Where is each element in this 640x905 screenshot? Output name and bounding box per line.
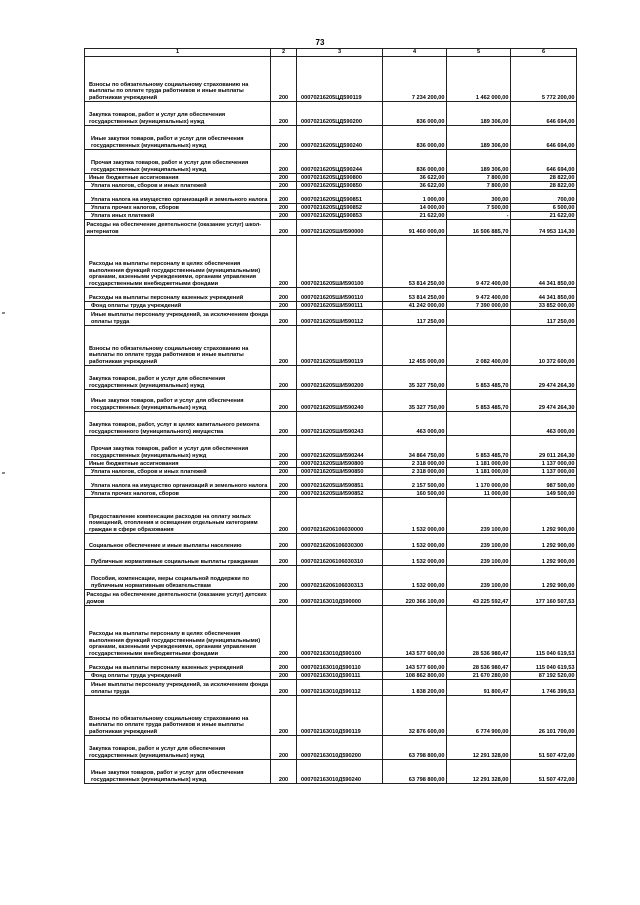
row-executed-amount-cell: 28 536 980,47	[447, 606, 511, 658]
row-classification-cell: 00070216205ШИ590111	[297, 302, 383, 310]
row-name-cell: Социальное обеспечение и иные выплаты населению	[85, 534, 271, 550]
row-classification-cell: 00070216205ШИ590800	[297, 460, 383, 468]
row-code-cell: 200	[271, 460, 297, 468]
row-name-cell: Иные закупки товаров, работ и услуг для обеспечения государственных (муниципальных) нужд	[85, 126, 271, 150]
row-remaining-amount-cell: 10 372 600,00	[511, 326, 577, 366]
row-approved-amount-cell: 35 327 750,00	[383, 366, 447, 390]
margin-mark	[2, 312, 5, 314]
row-approved-amount-cell: 63 798 800,00	[383, 760, 447, 784]
row-name-cell: Прочая закупка товаров, работ и услуг для обеспечения государственных (муниципальных) нужд	[85, 436, 271, 460]
row-name-cell: Закупка товаров, работ и услуг для обеспечения государственных (муниципальных) нужд	[85, 736, 271, 760]
row-remaining-amount-cell: 44 341 850,00	[511, 288, 577, 302]
row-classification-cell: 00070216205ШИ590244	[297, 436, 383, 460]
row-classification-cell: 00070216205ШИ590851	[297, 476, 383, 490]
row-approved-amount-cell: 12 455 000,00	[383, 326, 447, 366]
row-remaining-amount-cell: 177 160 507,53	[511, 590, 577, 606]
table-row	[85, 534, 577, 550]
table-row	[85, 150, 577, 174]
row-approved-amount-cell: 160 500,00	[383, 490, 447, 498]
row-code-cell: 200	[271, 696, 297, 736]
row-code-cell: 200	[271, 590, 297, 606]
row-classification-cell: 00070216206106030310	[297, 550, 383, 566]
row-approved-amount-cell: 143 577 600,00	[383, 606, 447, 658]
row-code-cell: 200	[271, 236, 297, 288]
row-approved-amount-cell: 2 157 500,00	[383, 476, 447, 490]
row-code-cell: 200	[271, 680, 297, 696]
header-cell: 2	[271, 49, 297, 57]
row-executed-amount-cell: 43 225 592,47	[447, 590, 511, 606]
row-remaining-amount-cell: 26 101 700,00	[511, 696, 577, 736]
row-remaining-amount-cell: 5 772 200,00	[511, 57, 577, 102]
row-code-cell: 200	[271, 150, 297, 174]
row-remaining-amount-cell: 33 852 000,00	[511, 302, 577, 310]
row-approved-amount-cell: 36 622,00	[383, 174, 447, 182]
row-code-cell: 200	[271, 182, 297, 190]
row-executed-amount-cell: 189 306,00	[447, 150, 511, 174]
row-executed-amount-cell: 189 306,00	[447, 102, 511, 126]
row-classification-cell: 00070216205ШИ590112	[297, 310, 383, 326]
row-executed-amount-cell: 239 100,00	[447, 498, 511, 534]
row-classification-cell: 00070216205ЦД590850	[297, 182, 383, 190]
row-remaining-amount-cell: 646 694,00	[511, 150, 577, 174]
row-classification-cell: 00070216205ЦД590851	[297, 190, 383, 204]
row-code-cell: 200	[271, 672, 297, 680]
row-classification-cell: 00070216205ЦД590240	[297, 126, 383, 150]
row-executed-amount-cell: 1 181 000,00	[447, 468, 511, 476]
row-executed-amount-cell: 12 291 328,00	[447, 736, 511, 760]
row-name-cell: Уплата иных платежей	[85, 212, 271, 220]
row-approved-amount-cell: 53 814 250,00	[383, 288, 447, 302]
table-row	[85, 310, 577, 326]
row-approved-amount-cell: 7 234 200,00	[383, 57, 447, 102]
row-approved-amount-cell: 63 798 800,00	[383, 736, 447, 760]
row-classification-cell: 00070216205ЦД590244	[297, 150, 383, 174]
row-approved-amount-cell: 2 318 000,00	[383, 460, 447, 468]
header-cell: 4	[383, 49, 447, 57]
row-code-cell: 200	[271, 468, 297, 476]
row-executed-amount-cell: -	[447, 212, 511, 220]
row-approved-amount-cell: 41 242 000,00	[383, 302, 447, 310]
row-classification-cell: 000702163010Д590110	[297, 658, 383, 672]
row-code-cell: 200	[271, 126, 297, 150]
row-executed-amount-cell: 7 500,00	[447, 204, 511, 212]
table-row	[85, 412, 577, 436]
row-remaining-amount-cell: 646 694,00	[511, 102, 577, 126]
row-remaining-amount-cell: 1 292 900,00	[511, 550, 577, 566]
row-approved-amount-cell: 108 862 800,00	[383, 672, 447, 680]
table-row	[85, 736, 577, 760]
row-classification-cell: 000702163010Д590119	[297, 696, 383, 736]
table-row	[85, 174, 577, 182]
table-row	[85, 220, 577, 236]
row-name-cell: Иные закупки товаров, работ и услуг для обеспечения государственных (муниципальных) нужд	[85, 760, 271, 784]
table-row	[85, 212, 577, 220]
row-remaining-amount-cell: 28 822,00	[511, 174, 577, 182]
row-approved-amount-cell: 14 000,00	[383, 204, 447, 212]
row-code-cell: 200	[271, 310, 297, 326]
row-approved-amount-cell: 21 622,00	[383, 212, 447, 220]
row-name-cell: Иные выплаты персоналу учреждений, за исключением фонда оплаты труда	[85, 310, 271, 326]
row-remaining-amount-cell: 1 292 900,00	[511, 566, 577, 590]
row-classification-cell: 00070216205ЦД590200	[297, 102, 383, 126]
row-executed-amount-cell: 7 800,00	[447, 174, 511, 182]
row-name-cell: Уплата налогов, сборов и иных платежей	[85, 182, 271, 190]
row-remaining-amount-cell: 28 822,00	[511, 182, 577, 190]
row-classification-cell: 00070216205ШИ590852	[297, 490, 383, 498]
row-approved-amount-cell: 117 250,00	[383, 310, 447, 326]
row-remaining-amount-cell: 463 000,00	[511, 412, 577, 436]
row-code-cell: 200	[271, 490, 297, 498]
row-remaining-amount-cell: 6 500,00	[511, 204, 577, 212]
row-remaining-amount-cell: 29 474 264,30	[511, 390, 577, 412]
row-classification-cell: 00070216206106030300	[297, 534, 383, 550]
row-name-cell: Расходы на обеспечение деятельности (оказание услуг) школ-интернатов	[85, 220, 271, 236]
row-executed-amount-cell: 11 000,00	[447, 490, 511, 498]
table-row	[85, 590, 577, 606]
row-name-cell: Публичные нормативные социальные выплаты гражданам	[85, 550, 271, 566]
row-executed-amount-cell	[447, 310, 511, 326]
row-approved-amount-cell: 53 814 250,00	[383, 236, 447, 288]
row-remaining-amount-cell: 700,00	[511, 190, 577, 204]
row-code-cell: 200	[271, 736, 297, 760]
row-name-cell: Расходы на выплаты персоналу казенных учреждений	[85, 288, 271, 302]
row-remaining-amount-cell: 1 292 900,00	[511, 498, 577, 534]
row-executed-amount-cell: 1 181 000,00	[447, 460, 511, 468]
row-classification-cell: 000702163010Д590111	[297, 672, 383, 680]
table-body	[85, 57, 577, 784]
row-executed-amount-cell: 28 536 980,47	[447, 658, 511, 672]
row-classification-cell: 00070216205ШИ590100	[297, 236, 383, 288]
row-classification-cell: 000702163010Д590000	[297, 590, 383, 606]
table-row	[85, 390, 577, 412]
row-executed-amount-cell: 1 170 000,00	[447, 476, 511, 490]
row-approved-amount-cell: 836 000,00	[383, 126, 447, 150]
row-name-cell: Взносы по обязательному социальному страхованию на выплаты по оплате труда работников и иные выплаты работникам учреждений	[85, 326, 271, 366]
header-row	[85, 49, 577, 57]
row-name-cell: Закупка товаров, работ и услуг для обеспечения государственных (муниципальных) нужд	[85, 102, 271, 126]
row-remaining-amount-cell: 1 292 900,00	[511, 534, 577, 550]
row-name-cell: Взносы по обязательному социальному страхованию на выплаты по оплате труда работников и иные выплаты работникам учреждений	[85, 57, 271, 102]
row-code-cell: 200	[271, 174, 297, 182]
table-row	[85, 760, 577, 784]
row-remaining-amount-cell: 115 040 619,53	[511, 658, 577, 672]
table-row	[85, 366, 577, 390]
row-classification-cell: 00070216205ЦД590119	[297, 57, 383, 102]
table-row	[85, 460, 577, 468]
row-executed-amount-cell: 91 800,47	[447, 680, 511, 696]
row-remaining-amount-cell: 29 474 264,30	[511, 366, 577, 390]
row-name-cell: Иные выплаты персоналу учреждений, за исключением фонда оплаты труда	[85, 680, 271, 696]
row-classification-cell: 00070216205ЦД590852	[297, 204, 383, 212]
budget-table	[84, 48, 577, 784]
row-remaining-amount-cell: 987 500,00	[511, 476, 577, 490]
row-remaining-amount-cell: 1 137 000,00	[511, 460, 577, 468]
row-classification-cell: 00070216205ШИ590240	[297, 390, 383, 412]
row-remaining-amount-cell: 1 137 000,00	[511, 468, 577, 476]
row-classification-cell: 00070216205ШИ590850	[297, 468, 383, 476]
row-code-cell: 200	[271, 366, 297, 390]
table-row	[85, 566, 577, 590]
row-remaining-amount-cell: 51 507 472,00	[511, 736, 577, 760]
row-name-cell: Расходы на выплаты персоналу казенных учреждений	[85, 658, 271, 672]
row-name-cell: Уплата прочих налогов, сборов	[85, 490, 271, 498]
row-classification-cell: 00070216206106030313	[297, 566, 383, 590]
row-name-cell: Прочая закупка товаров, работ и услуг для обеспечения государственных (муниципальных) нужд	[85, 150, 271, 174]
row-executed-amount-cell: 5 853 485,70	[447, 390, 511, 412]
row-approved-amount-cell: 1 532 000,00	[383, 566, 447, 590]
row-classification-cell: 000702163010Д590200	[297, 736, 383, 760]
row-code-cell: 200	[271, 302, 297, 310]
table-row	[85, 696, 577, 736]
row-code-cell: 200	[271, 390, 297, 412]
table-row	[85, 436, 577, 460]
row-code-cell: 200	[271, 57, 297, 102]
row-code-cell: 200	[271, 534, 297, 550]
row-code-cell: 200	[271, 204, 297, 212]
table-row	[85, 182, 577, 190]
row-code-cell: 200	[271, 220, 297, 236]
row-approved-amount-cell: 36 622,00	[383, 182, 447, 190]
row-name-cell: Фонд оплаты труда учреждений	[85, 672, 271, 680]
row-approved-amount-cell: 836 000,00	[383, 102, 447, 126]
row-classification-cell: 00070216206106030000	[297, 498, 383, 534]
row-remaining-amount-cell: 117 250,00	[511, 310, 577, 326]
row-classification-cell: 00070216205ШИ590200	[297, 366, 383, 390]
row-approved-amount-cell: 220 366 100,00	[383, 590, 447, 606]
row-classification-cell: 00070216205ЦД590800	[297, 174, 383, 182]
row-name-cell: Закупка товаров, работ, услуг в целях капитального ремонта государственного (муниципального) имущества	[85, 412, 271, 436]
table-row	[85, 680, 577, 696]
row-approved-amount-cell: 1 532 000,00	[383, 498, 447, 534]
row-classification-cell: 00070216205ШИ590110	[297, 288, 383, 302]
table-row	[85, 672, 577, 680]
row-code-cell: 200	[271, 212, 297, 220]
row-approved-amount-cell: 143 577 600,00	[383, 658, 447, 672]
row-approved-amount-cell: 35 327 750,00	[383, 390, 447, 412]
row-name-cell: Расходы на выплаты персоналу в целях обеспечения выполнения функций государственными (муниципальными) органами, казенными учреждениями, органами управления государственными внебюджетными фондами	[85, 236, 271, 288]
row-name-cell: Иные бюджетные ассигнования	[85, 460, 271, 468]
row-approved-amount-cell: 2 318 000,00	[383, 468, 447, 476]
table-row	[85, 476, 577, 490]
row-name-cell: Иные закупки товаров, работ и услуг для обеспечения государственных (муниципальных) нужд	[85, 390, 271, 412]
row-name-cell: Уплата налогов, сборов и иных платежей	[85, 468, 271, 476]
row-classification-cell: 000702163010Д590100	[297, 606, 383, 658]
row-classification-cell: 00070216205ШИ590243	[297, 412, 383, 436]
row-name-cell: Иные бюджетные ассигнования	[85, 174, 271, 182]
row-code-cell: 200	[271, 498, 297, 534]
row-executed-amount-cell: 1 462 000,00	[447, 57, 511, 102]
table-row	[85, 190, 577, 204]
table-row	[85, 302, 577, 310]
table-row	[85, 102, 577, 126]
row-name-cell: Уплата налога на имущество организаций и земельного налога	[85, 476, 271, 490]
row-approved-amount-cell: 32 876 600,00	[383, 696, 447, 736]
row-executed-amount-cell	[447, 412, 511, 436]
row-classification-cell: 00070216205ШИ590119	[297, 326, 383, 366]
table-row	[85, 606, 577, 658]
row-executed-amount-cell: 6 774 900,00	[447, 696, 511, 736]
row-approved-amount-cell: 1 532 000,00	[383, 534, 447, 550]
row-remaining-amount-cell: 29 011 264,30	[511, 436, 577, 460]
table-row	[85, 236, 577, 288]
row-code-cell: 200	[271, 102, 297, 126]
row-remaining-amount-cell: 87 192 520,00	[511, 672, 577, 680]
table-row	[85, 57, 577, 102]
table-row	[85, 204, 577, 212]
table-row	[85, 288, 577, 302]
row-executed-amount-cell: 239 100,00	[447, 566, 511, 590]
row-executed-amount-cell: 21 670 280,00	[447, 672, 511, 680]
row-executed-amount-cell: 239 100,00	[447, 534, 511, 550]
row-code-cell: 200	[271, 566, 297, 590]
row-classification-cell: 000702163010Д590112	[297, 680, 383, 696]
table-row	[85, 550, 577, 566]
row-name-cell: Уплата налога на имущество организаций и земельного налога	[85, 190, 271, 204]
row-remaining-amount-cell: 74 953 114,30	[511, 220, 577, 236]
row-remaining-amount-cell: 149 500,00	[511, 490, 577, 498]
row-classification-cell: 00070216205ШИ590000	[297, 220, 383, 236]
table-row	[85, 126, 577, 150]
row-code-cell: 200	[271, 658, 297, 672]
row-code-cell: 200	[271, 606, 297, 658]
row-code-cell: 200	[271, 190, 297, 204]
row-executed-amount-cell: 9 472 400,00	[447, 236, 511, 288]
row-executed-amount-cell: 5 853 485,70	[447, 436, 511, 460]
row-code-cell: 200	[271, 288, 297, 302]
row-code-cell: 200	[271, 550, 297, 566]
row-approved-amount-cell: 1 000,00	[383, 190, 447, 204]
row-approved-amount-cell: 1 532 000,00	[383, 550, 447, 566]
row-remaining-amount-cell: 21 622,00	[511, 212, 577, 220]
row-remaining-amount-cell: 51 507 472,00	[511, 760, 577, 784]
table-row	[85, 326, 577, 366]
row-approved-amount-cell: 463 000,00	[383, 412, 447, 436]
row-executed-amount-cell: 12 291 328,00	[447, 760, 511, 784]
header-cell: 1	[85, 49, 271, 57]
table-row	[85, 490, 577, 498]
row-executed-amount-cell: 7 800,00	[447, 182, 511, 190]
row-executed-amount-cell: 2 082 400,00	[447, 326, 511, 366]
row-remaining-amount-cell: 115 040 619,53	[511, 606, 577, 658]
row-remaining-amount-cell: 1 746 399,53	[511, 680, 577, 696]
row-code-cell: 200	[271, 412, 297, 436]
row-name-cell: Пособия, компенсации, меры социальной поддержки по публичным нормативным обязательствам	[85, 566, 271, 590]
row-code-cell: 200	[271, 326, 297, 366]
row-executed-amount-cell: 9 472 400,00	[447, 288, 511, 302]
header-cell: 6	[511, 49, 577, 57]
row-classification-cell: 000702163010Д590240	[297, 760, 383, 784]
row-executed-amount-cell: 5 853 485,70	[447, 366, 511, 390]
row-name-cell: Уплата прочих налогов, сборов	[85, 204, 271, 212]
row-approved-amount-cell: 1 838 200,00	[383, 680, 447, 696]
header-cell: 5	[447, 49, 511, 57]
row-name-cell: Закупка товаров, работ и услуг для обеспечения государственных (муниципальных) нужд	[85, 366, 271, 390]
table-row	[85, 658, 577, 672]
page-number: 73	[315, 38, 325, 47]
row-approved-amount-cell: 34 864 750,00	[383, 436, 447, 460]
row-approved-amount-cell: 836 000,00	[383, 150, 447, 174]
row-name-cell: Взносы по обязательному социальному страхованию на выплаты по оплате труда работников и иные выплаты работникам учреждений	[85, 696, 271, 736]
row-executed-amount-cell: 300,00	[447, 190, 511, 204]
row-executed-amount-cell: 189 306,00	[447, 126, 511, 150]
row-name-cell: Фонд оплаты труда учреждений	[85, 302, 271, 310]
row-executed-amount-cell: 7 390 000,00	[447, 302, 511, 310]
row-name-cell: Расходы на выплаты персоналу в целях обеспечения выполнения функций государственными (муниципальными) органами, казенными учреждениями, органами управления государственными внебюджетными фондами	[85, 606, 271, 658]
row-executed-amount-cell: 239 100,00	[447, 550, 511, 566]
row-code-cell: 200	[271, 476, 297, 490]
row-remaining-amount-cell: 44 341 850,00	[511, 236, 577, 288]
margin-mark	[2, 472, 5, 474]
row-approved-amount-cell: 91 460 000,00	[383, 220, 447, 236]
row-remaining-amount-cell: 646 694,00	[511, 126, 577, 150]
row-code-cell: 200	[271, 760, 297, 784]
row-code-cell: 200	[271, 436, 297, 460]
row-name-cell: Предоставление компенсации расходов на оплату жилых помещений, отопления и освещения отдельным категориям граждан в сфере образования	[85, 498, 271, 534]
row-name-cell: Расходы на обеспечение деятельности (оказание услуг) детских домов	[85, 590, 271, 606]
header-cell: 3	[297, 49, 383, 57]
table-row	[85, 468, 577, 476]
row-classification-cell: 00070216205ЦД590853	[297, 212, 383, 220]
table-row	[85, 498, 577, 534]
row-executed-amount-cell: 16 506 885,70	[447, 220, 511, 236]
